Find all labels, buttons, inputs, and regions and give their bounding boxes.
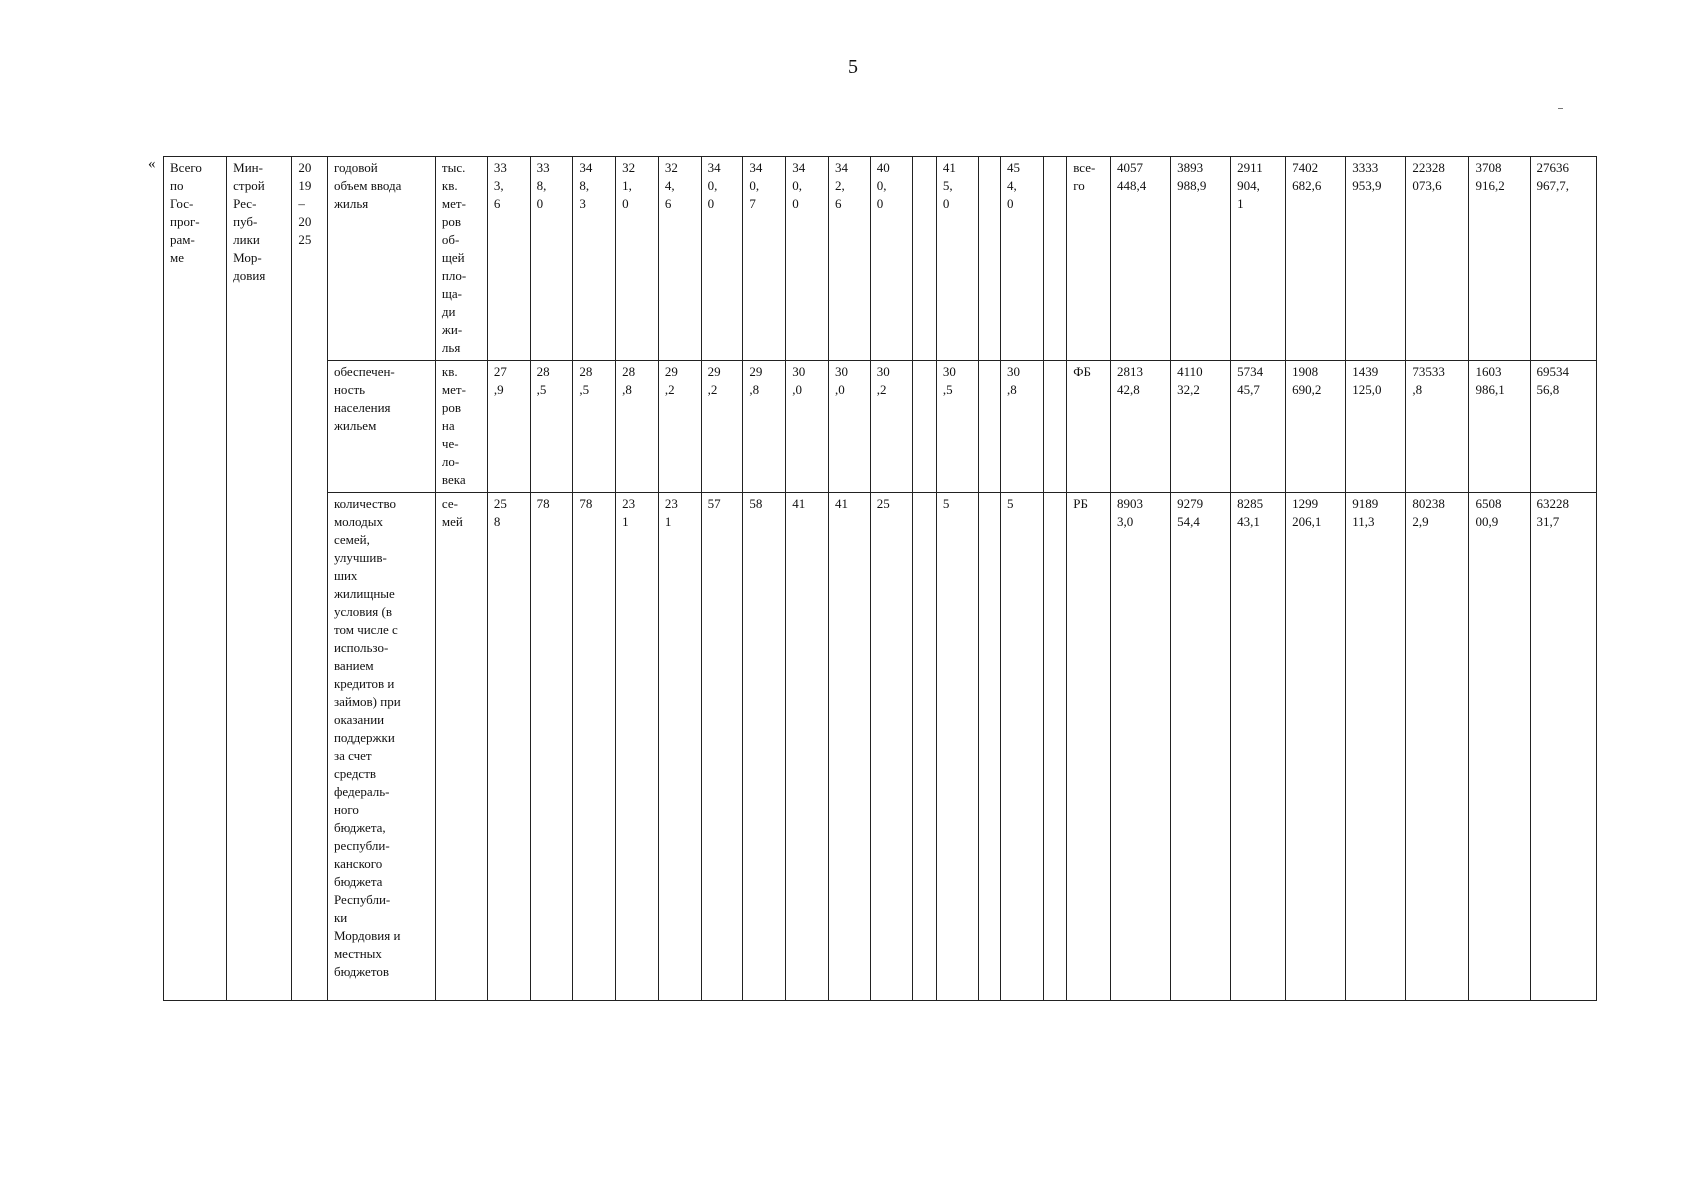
amount-cell: 7402 682,6 [1286,157,1346,361]
amount-cell: 6508 00,9 [1469,493,1530,1001]
value-cell [1043,361,1066,493]
executor-cell: Мин- строй Рес- пуб- лики Мор- довия [227,157,292,1001]
value-cell: 78 [530,493,573,1001]
funding-source-cell: РБ [1067,493,1111,1001]
value-cell: 33 8, 0 [530,157,573,361]
table-row [164,157,1597,361]
value-cell: 30 ,0 [828,361,870,493]
value-cell: 28 ,5 [530,361,573,493]
value-cell: 29 ,2 [701,361,743,493]
value-cell [913,361,936,493]
value-cell: 5 [936,493,978,1001]
value-cell: 41 [786,493,829,1001]
amount-cell: 69534 56,8 [1530,361,1596,493]
funding-source-cell: все- го [1067,157,1111,361]
value-cell: 78 [573,493,616,1001]
value-cell: 40 0, 0 [870,157,913,361]
indicator-name-cell: обеспечен- ность населения жильем [327,361,435,493]
value-cell: 45 4, 0 [1001,157,1044,361]
value-cell: 25 [870,493,913,1001]
amount-cell: 3893 988,9 [1171,157,1231,361]
amount-cell: 1439 125,0 [1346,361,1406,493]
value-cell: 29 ,2 [658,361,701,493]
value-cell [913,493,936,1001]
amount-cell: 22328 073,6 [1406,157,1469,361]
amount-cell: 73533 ,8 [1406,361,1469,493]
value-cell: 5 [1001,493,1044,1001]
amount-cell: 3333 953,9 [1346,157,1406,361]
amount-cell: 2813 42,8 [1111,361,1171,493]
value-cell: 58 [743,493,786,1001]
value-cell: 30 ,8 [1001,361,1044,493]
value-cell: 23 1 [658,493,701,1001]
value-cell [1043,493,1066,1001]
value-cell: 30 ,5 [936,361,978,493]
amount-cell: 4057 448,4 [1111,157,1171,361]
funding-source-cell: ФБ [1067,361,1111,493]
indicator-unit-cell: се- мей [435,493,487,1001]
amount-cell: 3708 916,2 [1469,157,1530,361]
value-cell: 28 ,5 [573,361,616,493]
indicator-unit-cell: тыс. кв. мет- ров об- щей пло- ща- ди жи- лья [435,157,487,361]
value-cell: 29 ,8 [743,361,786,493]
value-cell: 57 [701,493,743,1001]
value-cell [978,361,1000,493]
amount-cell: 4110 32,2 [1171,361,1231,493]
value-cell: 34 0, 0 [701,157,743,361]
indicator-name-cell: годовой объем ввода жилья [327,157,435,361]
amount-cell: 1603 986,1 [1469,361,1530,493]
table-row [164,493,1597,1001]
value-cell: 34 2, 6 [828,157,870,361]
amount-cell: 80238 2,9 [1406,493,1469,1001]
scan-artifact-mark [1558,108,1563,109]
amount-cell: 63228 31,7 [1530,493,1596,1001]
amount-cell: 5734 45,7 [1231,361,1286,493]
value-cell: 33 3, 6 [487,157,530,361]
value-cell: 32 4, 6 [658,157,701,361]
value-cell: 34 0, 0 [786,157,829,361]
period-cell: 20 19 – 20 25 [292,157,328,1001]
value-cell: 34 0, 7 [743,157,786,361]
amount-cell: 2911 904, 1 [1231,157,1286,361]
value-cell: 32 1, 0 [616,157,659,361]
value-cell [1043,157,1066,361]
value-cell: 27 ,9 [487,361,530,493]
value-cell: 34 8, 3 [573,157,616,361]
value-cell: 30 ,0 [786,361,829,493]
value-cell: 23 1 [616,493,659,1001]
value-cell: 41 5, 0 [936,157,978,361]
amount-cell: 27636 967,7, [1530,157,1596,361]
page-number: 5 [848,56,858,78]
amount-cell: 9279 54,4 [1171,493,1231,1001]
amount-cell: 1299 206,1 [1286,493,1346,1001]
amount-cell: 9189 11,3 [1346,493,1406,1001]
amount-cell: 8903 3,0 [1111,493,1171,1001]
program-cell: Всего по Гос- прог- рам- ме [164,157,227,1001]
value-cell: 25 8 [487,493,530,1001]
value-cell [978,493,1000,1001]
indicator-unit-cell: кв. мет- ров на че- ло- века [435,361,487,493]
value-cell: 30 ,2 [870,361,913,493]
amount-cell: 8285 43,1 [1231,493,1286,1001]
indicator-name-cell: количество молодых семей, улучшив- ших жилищные условия (в том числе с использо- ванием кредитов и займов) при оказании поддержки за счет средств федераль- ного бюджета, республи- канского бюджета Республи- ки Мордовия и местных бюджетов [327,493,435,1001]
opening-quote-mark: « [148,156,156,172]
program-indicators-table [163,156,1597,1001]
amount-cell: 1908 690,2 [1286,361,1346,493]
value-cell [978,157,1000,361]
value-cell [913,157,936,361]
table-row [164,361,1597,493]
value-cell: 41 [828,493,870,1001]
value-cell: 28 ,8 [616,361,659,493]
